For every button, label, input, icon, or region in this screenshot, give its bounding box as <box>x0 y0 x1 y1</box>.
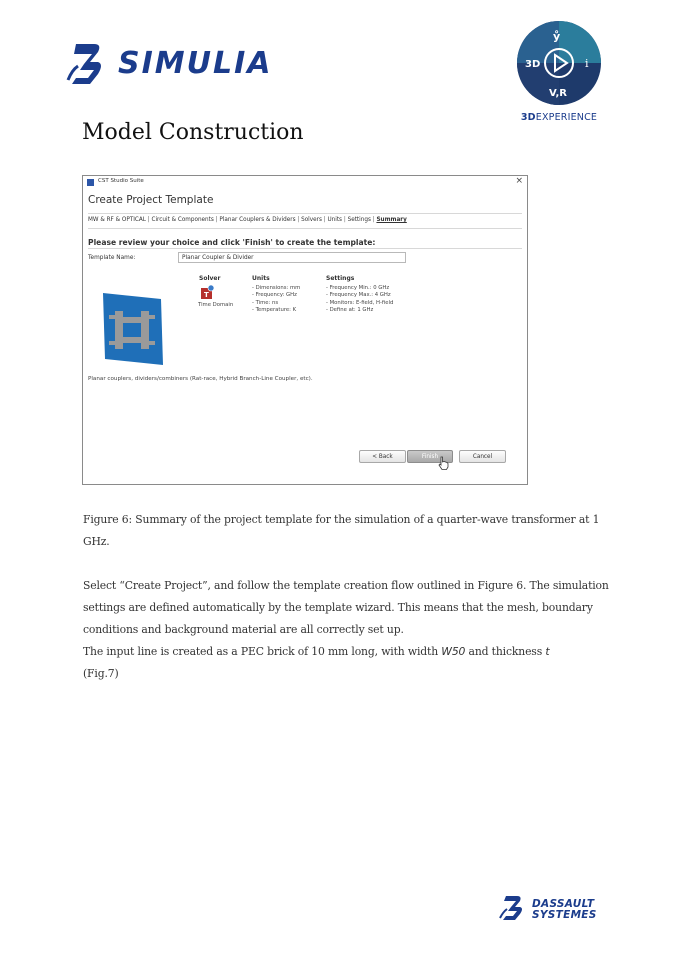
solver-header: Solver <box>199 275 221 282</box>
units-list <box>252 285 300 315</box>
units-header: Units <box>252 275 270 282</box>
close-icon[interactable]: × <box>515 176 523 186</box>
settings-list <box>326 285 393 315</box>
brand-name: SIMULIA <box>118 46 273 81</box>
back-button[interactable]: < Back <box>359 450 406 463</box>
instruction-text: Please review your choice and click 'Finish' to create the template: <box>88 238 376 247</box>
list-item: - Define at: 1 GHz <box>326 307 374 314</box>
settings-header: Settings <box>326 275 355 282</box>
divider <box>88 248 522 249</box>
list-item: - Time: ns <box>252 299 279 306</box>
list-item: - Frequency Max.: 4 GHz <box>326 292 391 299</box>
section-title: Model Construction <box>82 120 304 145</box>
list-item: - Frequency Min.: 0 GHz <box>326 285 390 291</box>
breadcrumb-item[interactable]: Units <box>327 217 343 223</box>
list-item: - Dimensions: mm <box>252 285 301 291</box>
breadcrumb-item[interactable]: Planar Couplers & Dividers <box>219 217 296 223</box>
variable-w50: W50 <box>441 645 466 658</box>
finish-button[interactable]: Finish <box>407 450 453 463</box>
simulia-logo <box>64 40 279 88</box>
badge-vr: V,R <box>549 88 567 99</box>
hand-cursor-icon <box>438 456 449 470</box>
compass-icon <box>516 20 602 106</box>
breadcrumb-current[interactable]: Summary <box>376 217 407 223</box>
breadcrumb-item[interactable]: Circuit & Components <box>151 217 214 223</box>
badge-i: i <box>585 57 589 70</box>
svg-text:T: T <box>204 291 209 299</box>
dialog-heading: Create Project Template <box>88 194 214 206</box>
variable-t: t <box>545 645 550 658</box>
dialog-titlebar <box>83 176 527 190</box>
template-name-input[interactable]: Planar Coupler & Divider <box>178 252 406 263</box>
breadcrumb: MW & RF & OPTICAL | Circuit & Components | Planar Couplers & Dividers | Solvers | Units | Settings | Summary <box>88 217 407 223</box>
coupler-preview-image <box>103 293 163 365</box>
divider <box>88 228 522 229</box>
window-title: CST Studio Suite <box>98 178 144 184</box>
solver-name: Time Domain <box>198 302 234 308</box>
badge-3d: 3D <box>525 59 541 70</box>
divider <box>88 213 522 214</box>
dassault-systemes-logo <box>498 893 608 925</box>
template-name-label: Template Name: <box>88 255 136 261</box>
cst-app-icon <box>87 179 94 186</box>
footer-line1: DASSAULT <box>532 898 595 910</box>
figure-ref[interactable]: 6 <box>516 579 523 592</box>
footer-line2: SYSTEMES <box>532 909 597 921</box>
cancel-button[interactable]: Cancel <box>459 450 506 463</box>
time-domain-solver-icon <box>201 285 214 299</box>
figure-caption: Figure 6: Summary of the project template for the simulation of a quarter-wave transformer at 1 GHz. <box>83 513 600 548</box>
list-item: - Frequency: GHz <box>252 292 297 299</box>
breadcrumb-item[interactable]: MW & RF & OPTICAL <box>88 217 146 223</box>
breadcrumb-item[interactable]: Solvers <box>301 217 322 223</box>
3dexperience-label: 3DEXPERIENCE <box>520 112 598 123</box>
template-dialog <box>82 175 528 485</box>
ds-logo-icon <box>64 40 114 88</box>
svg-text:ẙ: ẙ <box>553 30 561 43</box>
body-paragraph: Select “Create Project”, and follow the template creation flow outlined in Figure 6. The simulation settings are defined automatically by the template wizard. This means that the mesh, boundary conditions and background material are all correctly set up. The input line is created as a PEC brick of 10 mm long, with width W50 and thickness t (Fig.7) <box>83 579 609 680</box>
breadcrumb-item[interactable]: Settings <box>347 217 371 223</box>
3dexperience-badge <box>513 20 605 130</box>
template-description: Planar couplers, dividers/combiners (Rat-race, Hybrid Branch-Line Coupler, etc). <box>88 376 313 382</box>
list-item: - Monitors: E-field, H-field <box>326 299 394 306</box>
figure-ref[interactable]: (Fig.7) <box>83 667 119 680</box>
figure-number: 6 <box>121 513 129 526</box>
list-item: - Temperature: K <box>252 307 297 314</box>
ds-logo-icon <box>498 893 530 923</box>
